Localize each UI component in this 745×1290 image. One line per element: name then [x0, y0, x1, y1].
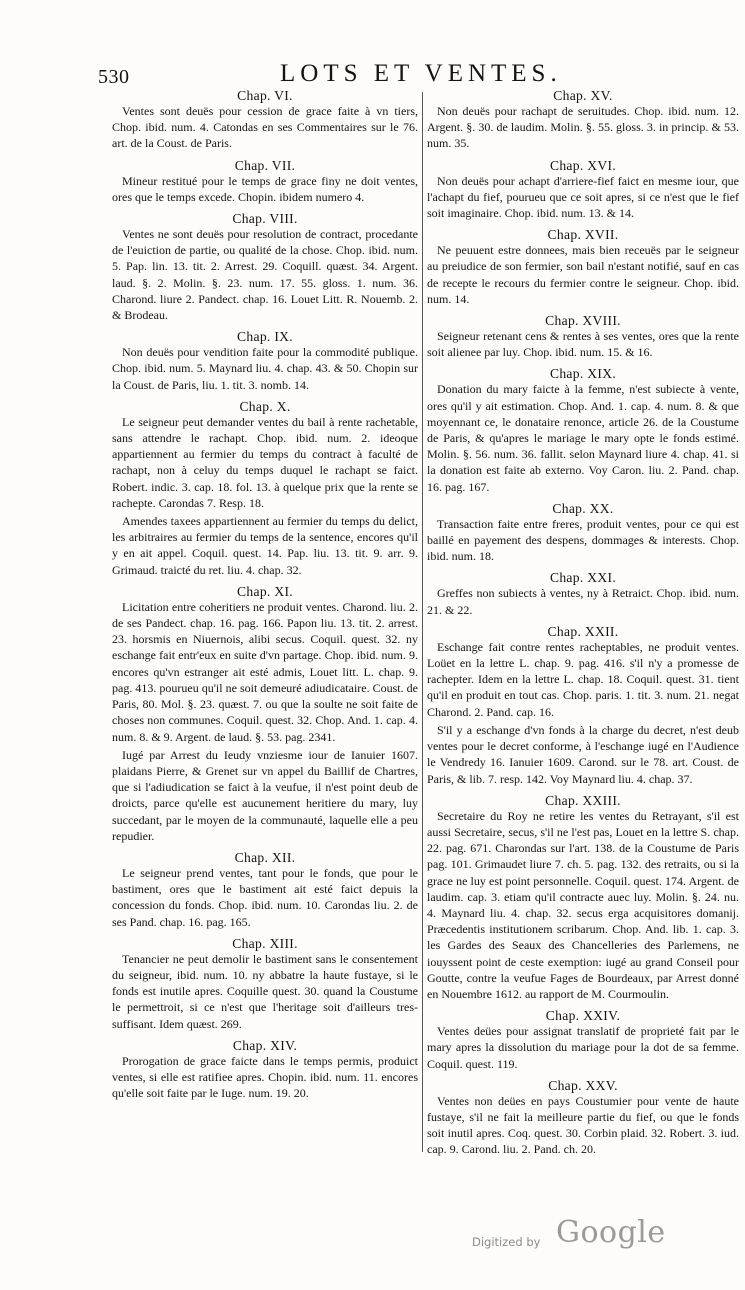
chapter-text: Ventes deües pour assignat translatif de proprieté fait par le mary apres la dissolution du mariage pour la dot de sa femme. Coquil. quest. 119.: [427, 1024, 739, 1071]
chapter-heading: Chap. XI.: [237, 583, 293, 599]
chapter-section: [427, 624, 739, 720]
chapter-text: Le seigneur prend ventes, tant pour le fonds, que pour le bastiment, ores que le bastiment ait esté faict depuis la concession du fonds. Chop. ibid. num. 10. Carondas liu. 2. de ses Pand. chap. 16. pag. 165.: [112, 865, 418, 929]
right-column: [427, 87, 739, 1268]
chapter-section: [427, 88, 739, 152]
chapter-heading: Chap. XXI.: [549, 570, 617, 586]
chapter-text: Tenancier ne peut demolir le bastiment sans le consentement du seigneur, ibid. num. 10. ny abbatre la haute fustaye, si le fonds est inutile apres. Coquille quest. 30. quand la Coustume le permettroit, si ce n'est que l'heritage soit d'ailleurs tres-suffisant. Idem quæst. 269.: [112, 951, 418, 1031]
chapter-heading: Chap. XVIII.: [545, 313, 621, 329]
chapter-section: [112, 399, 418, 511]
chapter-section: [427, 501, 739, 565]
chapter-heading: Chap. XXV.: [548, 1077, 618, 1093]
chapter-heading: Chap. XXIII.: [545, 792, 621, 808]
chapter-heading: Chap. XIII.: [232, 935, 298, 951]
chapter-section: [427, 158, 739, 222]
chapter-section: [112, 329, 418, 393]
left-column: [112, 87, 418, 1268]
chapter-section: [427, 570, 739, 617]
chapter-text: Iugé par Arrest du Ieudy vnziesme iour de Ianuier 1607. plaidans Pierre, & Grenet sur vn appel du Baillif de Chartres, que si l'adiudication se faict à la veufue, il n'est point deub de droicts, parce qu'elle est aucunement heritiere du mary, luy succedant, par le moyen de la communauté, laquelle elle a peu repudier.: [112, 747, 418, 843]
chapter-text: Non deuës pour achapt d'arriere-fief faict en mesme iour, que l'achapt du fief, pourueu que ce soit apres, si ce n'est que le fief soit imaginaire. Chop. ibid. num. 13. & 14.: [427, 173, 739, 221]
chapter-text: Prorogation de grace faicte dans le temps permis, produict ventes, si elle est ratifiee apres. Chopin. ibid. num. 11. encores qu'elle soit faite par le Iuge. num. 19. 20.: [112, 1053, 418, 1101]
chapter-section: [427, 722, 739, 787]
chapter-heading: Chap. XIX.: [549, 366, 617, 382]
running-title: LOTS ET VENTES.: [280, 60, 562, 87]
chapter-section: [427, 793, 739, 1002]
column-divider: [422, 92, 423, 1152]
chapter-section: [112, 1038, 418, 1102]
chapter-section: [427, 366, 739, 494]
chapter-text: Ventes non deües en pays Coustumier pour vente de haute fustaye, s'il ne fait la meilleure partie du fief, ou que le fonds soit inutil apres. Coq. quest. 30. Corbin plaid. 32. Robert. 3. iud. cap. 9. Carond. liu. 2. Pand. ch. 20.: [427, 1093, 739, 1157]
chapter-text: Ne peuuent estre donnees, mais bien receuës par le seigneur au preiudice de son fermier, son bail n'estant notifié, sauf en cas de recepte le recours du fermier contre le seigneur. Chop. ibid. num. 14.: [427, 243, 739, 306]
chapter-heading: Chap. XXIV.: [545, 1008, 621, 1024]
chapter-heading: Chap. VII.: [234, 157, 296, 173]
chapter-heading: Chap. XX.: [552, 500, 614, 516]
chapter-section: [112, 88, 418, 152]
chapter-text: Ventes sont deuës pour cession de grace faite à vn tiers, Chop. ibid. num. 4. Catondas en ses Commentaires sur le 76. art. de la Coust. de Paris.: [112, 104, 418, 151]
chapter-text: Licitation entre coheritiers ne produit ventes. Charond. liu. 2. de ses Pandect. chap. 16. pag. 166. Papon liu. 13. tit. 2. arrest. 23. horsmis en Niuernois, alibi secus. Coquil. quest. 32. ny eschange fait entr'eux en suite d'vn partage. Chop. ibid. num. 9. encores qu'vn estranger ait esté admis, Louet litt. L. chap. 9. pag. 413. pourueu qu'il ne soit demeuré adiudicataire. Coust. de Paris, 80. Mol. §. 23. quæst. 7. ou que la soulte ne soit faite de choses non communes. Coquil. quest. 32. Chop. And. 1. cap. 4. num. 8. & 9. Argent. de laud. §. 53. pag. 2341.: [112, 599, 418, 744]
google-logo: Google: [556, 1215, 666, 1250]
chapter-heading: Chap. XV.: [553, 88, 613, 103]
chapter-text: Transaction faite entre freres, produit ventes, pour ce qui est baillé en payement des despens, dommages & interests. Chop. ibid. num. 18.: [427, 516, 739, 564]
chapter-heading: Chap. XII.: [234, 849, 296, 865]
chapter-text: Donation du mary faicte à la femme, n'est subiecte à vente, ores qu'il y ait estimation. Chop. And. 1. cap. 4. num. 8. & que moyennant ce, le donataire renonce, article 26. de la Coustume de Paris, & qu'apres le mariage le mary opte le fonds estimé. Molin. §. 56. num. 36. fallit. selon Maynard liure 4. chap. 41. si la donation est faite ab externo. Voy Caron. liu. 2. Pand. chap. 16. pag. 167.: [427, 382, 739, 494]
chapter-section: [112, 584, 418, 745]
chapter-section: [112, 513, 418, 578]
page-number: 530: [98, 66, 130, 88]
chapter-text: Seigneur retenant cens & rentes à ses ventes, ores que la rente soit alienee par luy. Chop. ibid. num. 15. & 16.: [427, 329, 739, 360]
chapter-text: Non deuës pour vendition faite pour la commodité publique. Chop. ibid. num. 5. Maynard liu. 4. chap. 43. & 50. Chopin sur la Coust. de Paris, liu. 1. tit. 3. nomb. 14.: [112, 345, 418, 392]
chapter-heading: Chap. XXII.: [547, 623, 619, 639]
chapter-section: [112, 747, 418, 844]
chapter-section: [427, 313, 739, 360]
chapter-heading: Chap. XVI.: [549, 157, 617, 173]
chapter-heading: Chap. XVII.: [547, 227, 619, 243]
chapter-section: [112, 850, 418, 930]
chapter-text: Eschange fait contre rentes racheptables, ne produit ventes. Loüet en la lettre L. chap. 9. pag. 416. s'il n'y a promesse de rachepter. Idem en la lettre L. chap. 18. Coquil. quest. 31. tient qu'il en produit en tout cas. Chop. paris. 1. tit. 3. num. 21. negat Charond. 2. Pand. cap. 16.: [427, 639, 739, 719]
chapter-section: [427, 1078, 739, 1158]
chapter-text: Secretaire du Roy ne retire les ventes du Retrayant, s'il est aussi Secretaire, secus, s'il ne l'est pas, Louet en la lettre S. chap. 22. pag. 671. Charondas sur l'art. 138. de la Coustume de Paris pag. 101. Grimaudet liure 7. ch. 5. pag. 132. des retraits, ou si la grace ne luy est point personnelle. Coquil. quest. 174. Argent. de laudim. cap. 3. etiam qu'il contracte auec luy. Molin. §. 24. nu. 4. Maynard liu. 4. chap. 32. secus erga acquisitores domanij. Præcedentis institutionem scribarum. Chop. And. lib. 1. cap. 3. les Gardes des Seaux des Chancelleries des Parlemens, ne iouyssent point de ceste exemption: iugé au grand Conseil pour Goutte, contre la veufue Fages de Bourdeaux, par Arrest donné en Nouembre 1612. au rapport de M. Courmoulin.: [427, 808, 739, 1001]
chapter-section: [427, 1008, 739, 1072]
chapter-heading: Chap. XIV.: [232, 1037, 298, 1053]
chapter-section: [427, 227, 739, 307]
chapter-heading: Chap. IX.: [237, 329, 293, 345]
chapter-heading: Chap. VI.: [237, 88, 293, 103]
chapter-text: Greffes non subiects à ventes, ny à Retraict. Chop. ibid. num. 21. & 22.: [427, 586, 739, 617]
chapter-heading: Chap. X.: [239, 398, 291, 414]
chapter-text: Amendes taxees appartiennent au fermier du temps du delict, les arbitraires au fermier du temps de la sentence, encores qu'il y en ait appel. Coquil. quest. 14. Pap. liu. 13. tit. 9. arr. 9. Grimaud. traicté du ret. liu. 4. chap. 32.: [112, 514, 418, 577]
chapter-text: Non deuës pour rachapt de seruitudes. Chop. ibid. num. 12. Argent. §. 30. de laudim. Molin. §. 55. gloss. 3. in princip. & 53. num. 35.: [427, 104, 739, 151]
chapter-section: [112, 158, 418, 205]
digitized-by-text: Digitized by: [472, 1235, 541, 1249]
chapter-text: Le seigneur peut demander ventes du bail à rente rachetable, sans attendre le rachapt. Chop. ibid. num. 2. ideoque appartiennent au fermier du temps du contract à faculté de rachapt, non à celuy du temps duquel le rachapt se faict. Robert. indic. 3. cap. 18. fol. 13. à quelque prix que la rente se rachepte. Carondas 7. Resp. 18.: [112, 414, 418, 510]
chapter-section: [112, 211, 418, 323]
google-watermark: [460, 1215, 670, 1263]
chapter-text: Mineur restitué pour le temps de grace finy ne doit ventes, ores que le temps excede. Chopin. ibidem numero 4.: [112, 173, 418, 204]
chapter-text: S'il y a eschange d'vn fonds à la charge du decret, n'est deub ventes pour le decret conforme, à l'eschange iugé en l'Audience le Vendredy 16. Ianuier 1609. Carond. sur le 78. art. Coust. de Paris, & lib. 7. resp. 142. Voy Maynard liu. 4. chap. 37.: [427, 722, 739, 786]
chapter-heading: Chap. VIII.: [232, 211, 298, 227]
chapter-text: Ventes ne sont deuës pour resolution de contract, procedante de l'euiction de partie, ou qualité de la chose. Chop. ibid. num. 5. Pap. lin. 13. tit. 2. Arrest. 29. Coquill. quæst. 34. Argent. laud. §. 2. Molin. §. 23. num. 17. 55. gloss. 1. num. 36. Charond. liure 2. Pandect. chap. 16. Louet Litt. R. Nouemb. 2. & Brodeau.: [112, 227, 418, 323]
chapter-section: [112, 936, 418, 1032]
